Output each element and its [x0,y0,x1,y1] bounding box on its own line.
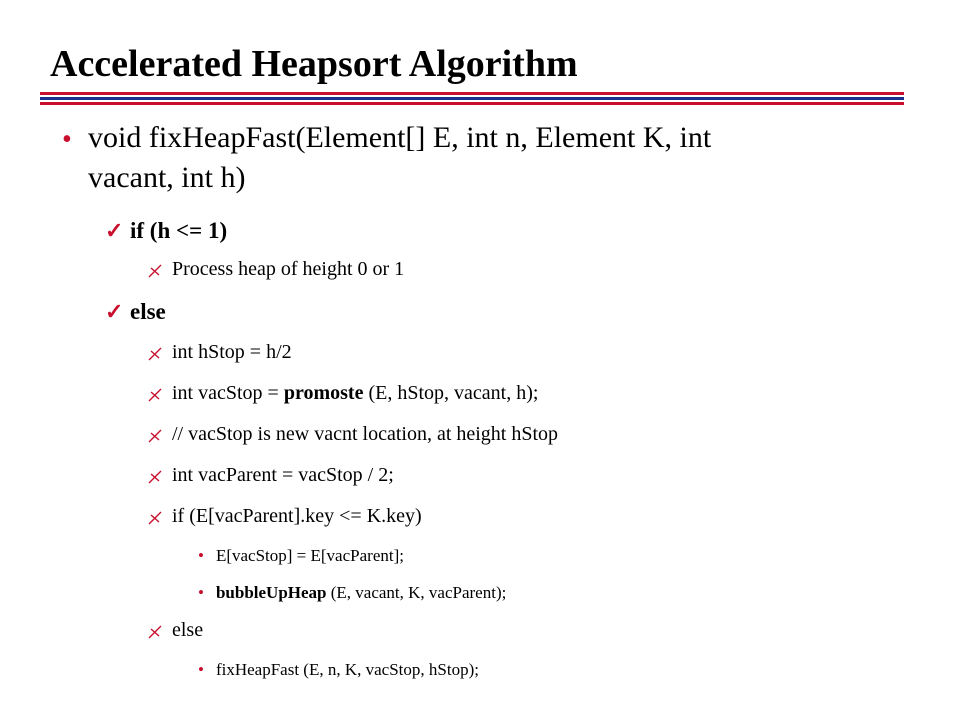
title-rule-red-bottom [40,102,904,105]
sub-bullet-icon [148,264,162,278]
sub-bullet-icon [148,625,162,639]
vacparent-line: int vacParent = vacStop / 2; [172,464,394,486]
sub-bullet-icon [148,347,162,361]
comment-line: // vacStop is new vacnt location, at height hStop [172,423,559,445]
bullet-dot-icon: • [62,124,72,155]
if-condition: if (h <= 1) [130,218,228,243]
bullet-dot-icon: • [198,660,204,679]
hstop-line: int hStop = h/2 [172,341,292,363]
sub-bullet-icon [148,511,162,525]
bubbleup-line: • bubbleUpHeap (E, vacant, K, vacParent); [198,583,507,602]
else-line: else [130,299,166,324]
signature-line-1: void fixHeapFast(Element[] E, int n, Element K, int [88,121,712,154]
title-rule-blue [40,97,904,100]
if-key-line: if (E[vacParent].key <= K.key) [172,505,422,527]
assign-line: • E[vacStop] = E[vacParent]; [198,546,404,565]
vacstop-line: int vacStop = promoste (E, hStop, vacant, h); [172,382,539,404]
bullet-dot-icon: • [198,583,204,602]
sub-bullet-icon [148,470,162,484]
sub-bullet-icon [148,388,162,402]
bullet-dot-icon: • [198,546,204,565]
title-rule-red-top [40,92,904,95]
signature-line-2: vacant, int h) [88,161,246,194]
fixheapfast-line: • fixHeapFast (E, n, K, vacStop, hStop); [198,660,479,679]
sub-bullet-icon [148,429,162,443]
checkmark-bullet-icon: ✓ [105,299,124,324]
slide-title: Accelerated Heapsort Algorithm [50,43,578,85]
checkmark-bullet-icon: ✓ [105,218,124,243]
else-line-2: else [172,619,204,641]
process-line: Process heap of height 0 or 1 [172,258,405,280]
